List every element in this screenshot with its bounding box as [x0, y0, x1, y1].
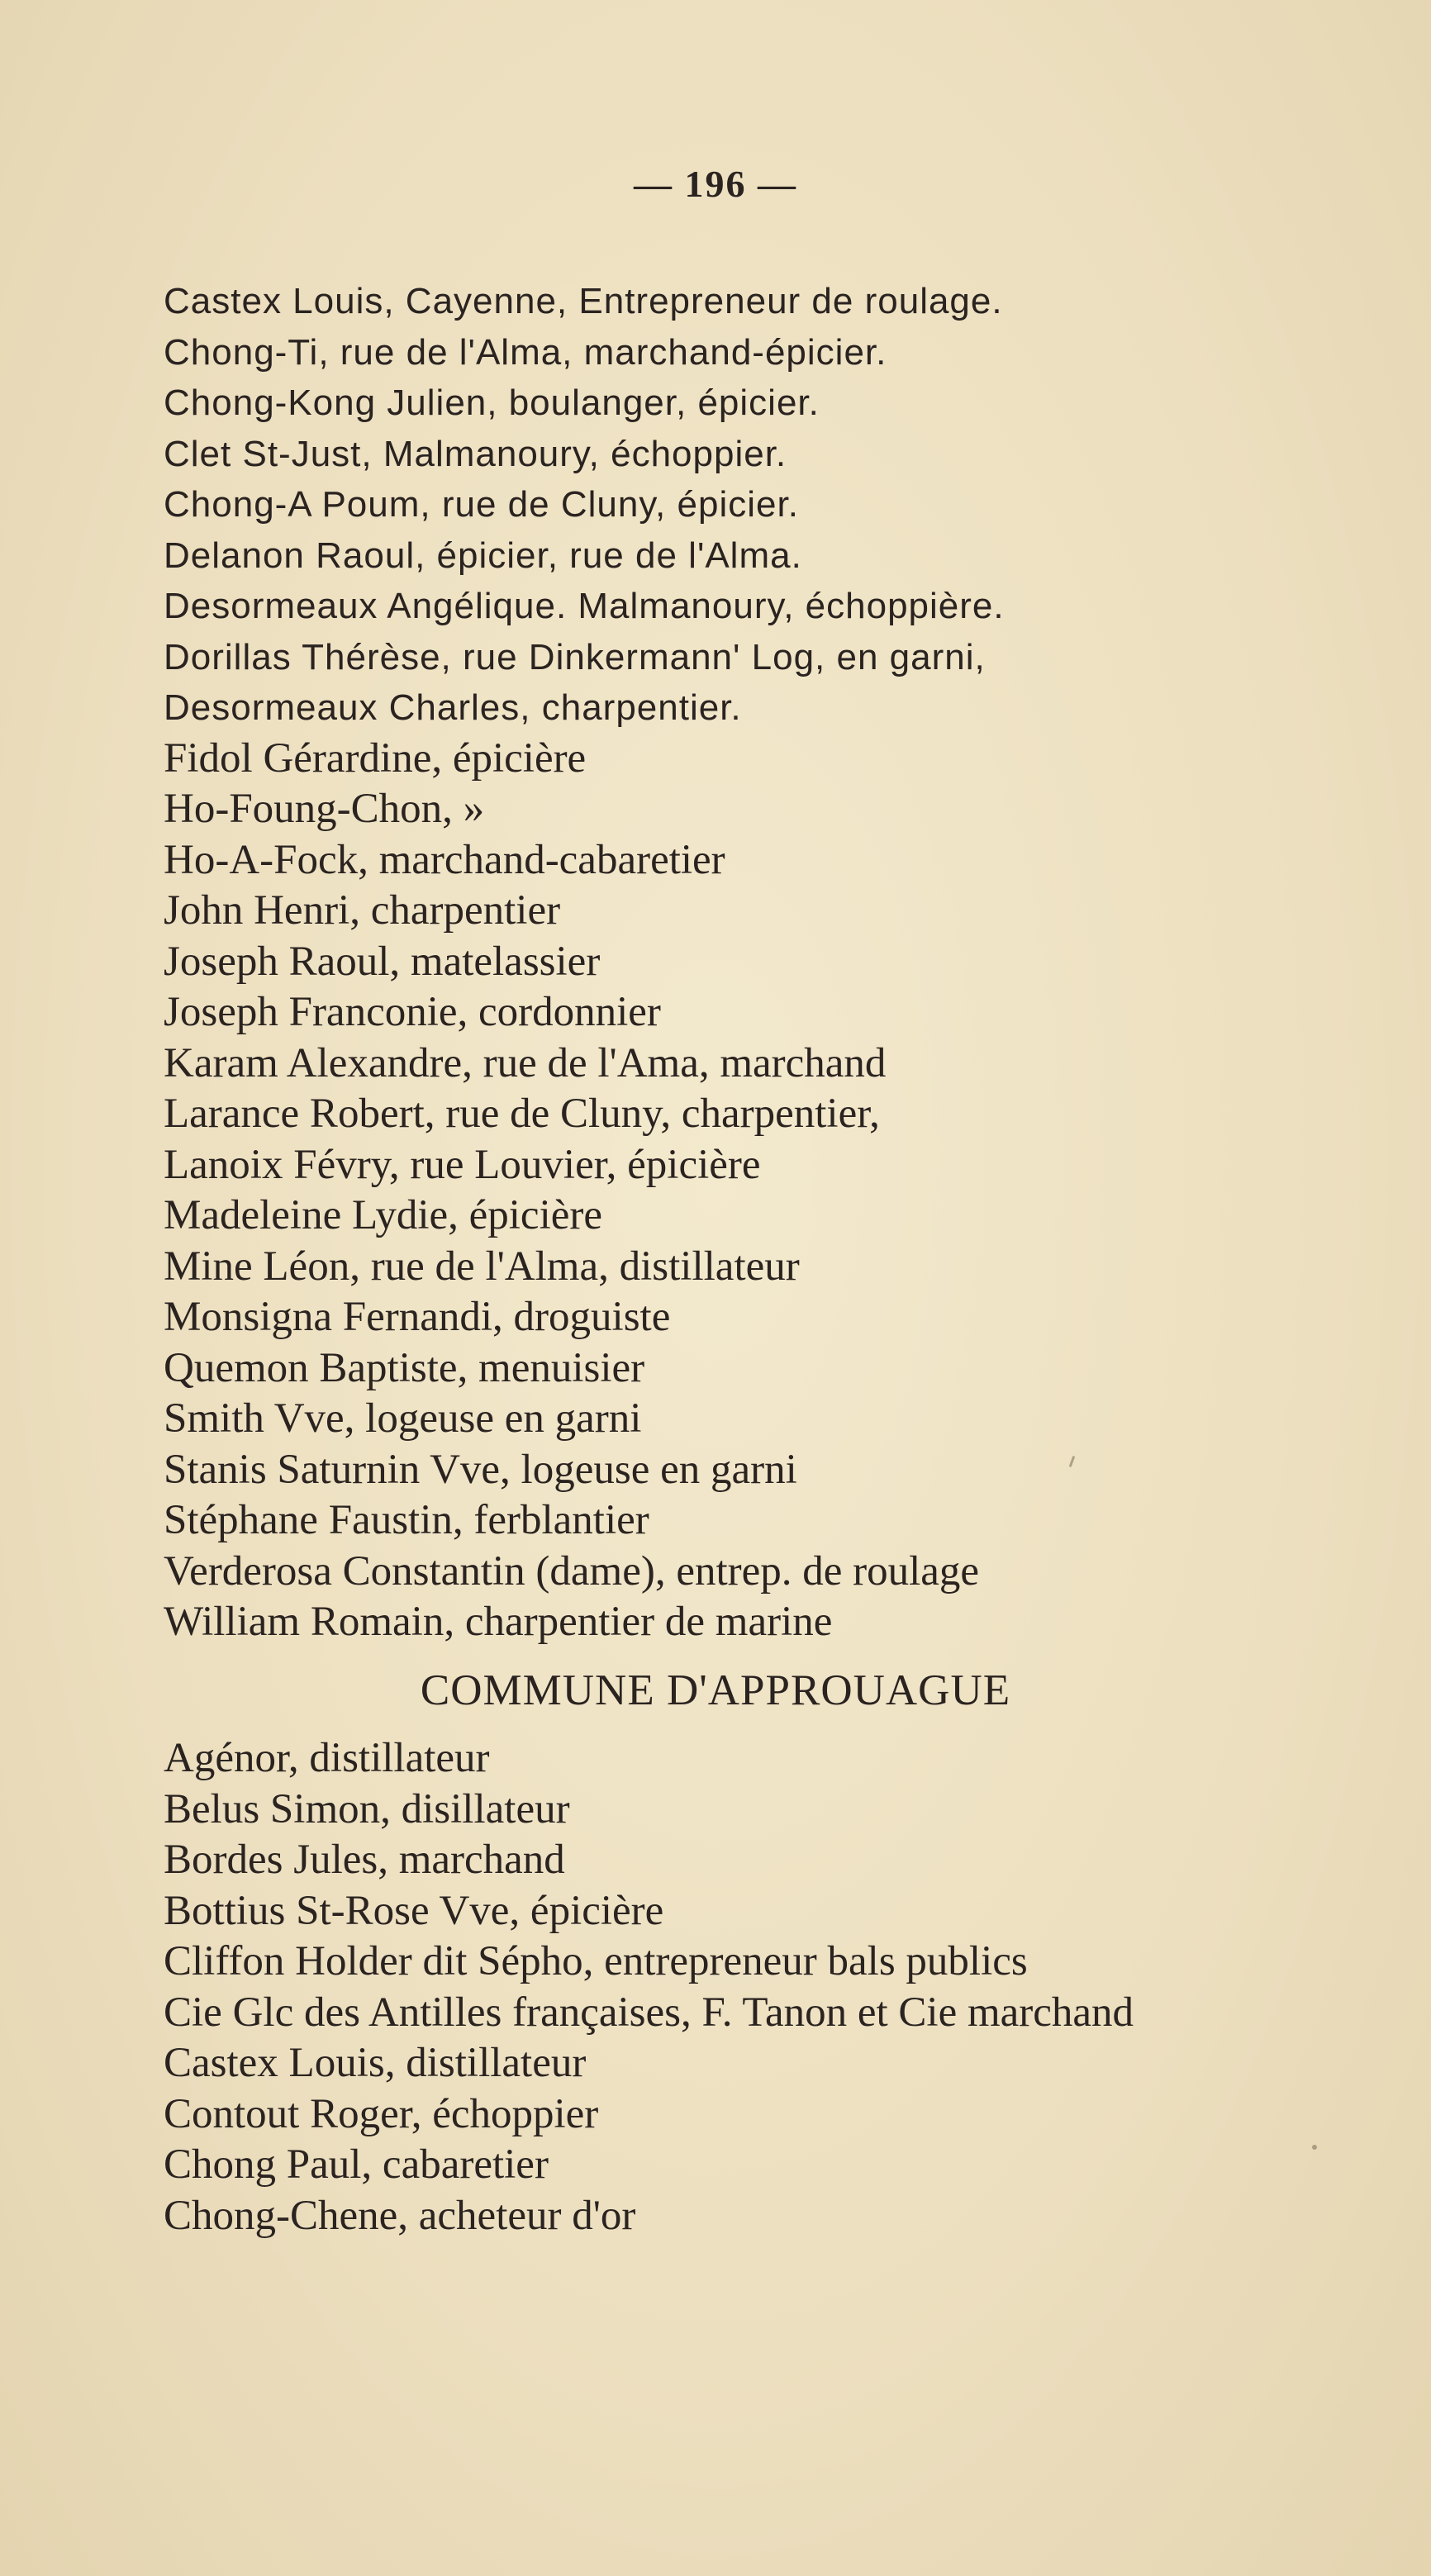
list-item: Chong-Kong Julien, boulanger, épicier.	[164, 383, 820, 423]
list-item: John Henri, charpentier	[164, 887, 561, 934]
section-title: COMMUNE D'APPROUAGUE	[420, 1666, 1011, 1714]
list-item: Ho-Foung-Chon, »	[164, 786, 485, 832]
list-item: Verderosa Constantin (dame), entrep. de roulage	[164, 1547, 980, 1595]
list-item: Monsigna Fernandi, droguiste	[164, 1294, 671, 1340]
merchant-list-bottom	[164, 1733, 1337, 2241]
list-item: Cliffon Holder dit Sépho, entrepreneur bals publics	[164, 1938, 1028, 1984]
list-item: Chong-Chene, acheteur d'or	[164, 2192, 636, 2239]
list-item: Stéphane Faustin, ferblantier	[164, 1497, 649, 1543]
paper-speck	[1312, 2145, 1317, 2150]
list-item: Delanon Raoul, épicier, rue de l'Alma.	[164, 535, 802, 576]
merchant-list-top	[164, 276, 1337, 1648]
page-number: — 196 —	[634, 163, 797, 205]
list-item: Desormeaux Angélique. Malmanoury, échoppière.	[164, 586, 1005, 626]
list-item: Joseph Franconie, cordonnier	[164, 989, 661, 1035]
list-item: Castex Louis, distillateur	[164, 2040, 587, 2086]
list-item: Stanis Saturnin Vve, logeuse en garni	[164, 1446, 797, 1493]
list-item: Belus Simon, disillateur	[164, 1785, 570, 1832]
list-item: Madeleine Lydie, épicière	[164, 1192, 602, 1238]
list-item: Bordes Jules, marchand	[164, 1837, 565, 1883]
list-item: Chong Paul, cabaretier	[164, 2141, 549, 2188]
list-item: Chong-Ti, rue de l'Alma, marchand-épicier.	[164, 331, 887, 373]
list-item: Mine Léon, rue de l'Alma, distillateur	[164, 1243, 800, 1290]
list-item: Desormeaux Charles, charpentier.	[164, 687, 742, 728]
list-item: Contout Roger, échoppier	[164, 2090, 599, 2137]
list-item: Clet St-Just, Malmanoury, échoppier.	[164, 433, 787, 474]
list-item: Larance Robert, rue de Cluny, charpentier,	[164, 1091, 880, 1137]
list-item: Cie Glc des Antilles françaises, F. Tanon et Cie marchand	[164, 1989, 1134, 2036]
list-item: Fidol Gérardine, épicière	[164, 734, 587, 782]
list-item: Lanoix Févry, rue Louvier, épicière	[164, 1141, 761, 1188]
list-item: Ho-A-Fock, marchand-cabaretier	[164, 836, 725, 883]
list-item: Bottius St-Rose Vve, épicière	[164, 1887, 664, 1934]
list-item: Dorillas Thérèse, rue Dinkermann' Log, en garni,	[164, 636, 986, 677]
list-item: Agénor, distillateur	[164, 1735, 490, 1781]
list-item: Smith Vve, logeuse en garni	[164, 1395, 642, 1442]
list-item: Chong-A Poum, rue de Cluny, épicier.	[164, 484, 799, 525]
list-item: Quemon Baptiste, menuisier	[164, 1344, 645, 1391]
list-item: Castex Louis, Cayenne, Entrepreneur de roulage.	[164, 281, 1003, 321]
list-item: Joseph Raoul, matelassier	[164, 938, 601, 985]
list-item: William Romain, charpentier de marine	[164, 1599, 833, 1645]
list-item: Karam Alexandre, rue de l'Ama, marchand	[164, 1039, 887, 1086]
